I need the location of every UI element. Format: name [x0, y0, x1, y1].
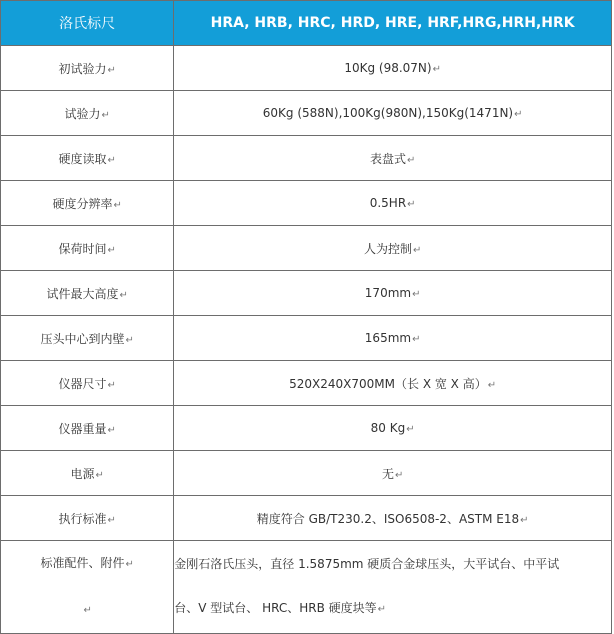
paragraph-mark: ↵ [83, 605, 92, 616]
row-label [1, 271, 174, 316]
table-row [1, 226, 612, 271]
header-label: 洛氏标尺 [1, 1, 174, 46]
row-label [1, 451, 174, 496]
row-label [1, 406, 174, 451]
row-value-text: 0.5HR [369, 196, 407, 210]
table-row [1, 91, 612, 136]
paragraph-mark: ↵ [95, 469, 104, 481]
table-header-row [1, 1, 612, 46]
paragraph-mark: ↵ [407, 199, 416, 210]
row-label [1, 496, 174, 541]
row-value [174, 271, 612, 316]
row-value-text: 精度符合 GB/T230.2、ISO6508-2、ASTM E18 [256, 511, 520, 526]
table-row [1, 46, 612, 91]
paragraph-mark: ↵ [107, 64, 116, 76]
accessories-line-1: 金刚石洛氏压头，直径 1.5875mm 硬质合金球压头，大平试台、中平试 [174, 557, 560, 571]
accessories-line-2 [174, 586, 611, 632]
table-row [1, 406, 612, 451]
row-value-text: 10Kg (98.07N) [344, 61, 432, 75]
row-label-text: 试件最大高度 [46, 286, 119, 301]
table-row [1, 496, 612, 541]
paragraph-mark: ↵ [377, 604, 387, 615]
row-label [1, 541, 174, 634]
paragraph-mark: ↵ [412, 334, 421, 345]
row-label [1, 226, 174, 271]
paragraph-mark: ↵ [107, 379, 116, 391]
paragraph-mark: ↵ [406, 154, 416, 166]
row-value [174, 406, 612, 451]
row-value-text: 80 Kg [370, 421, 406, 435]
row-value-text: 170mm [364, 286, 412, 300]
row-value [174, 496, 612, 541]
paragraph-mark: ↵ [119, 289, 128, 301]
row-value [174, 451, 612, 496]
row-value [174, 46, 612, 91]
row-label-text: 仪器重量 [58, 421, 107, 436]
row-label-text: 标准配件、附件 [40, 556, 125, 570]
row-label-text: 试验力 [64, 106, 101, 121]
table-row [1, 451, 612, 496]
row-value-text: 520X240X700MM（长 X 宽 X 高） [289, 376, 487, 391]
row-label-text: 初试验力 [58, 61, 107, 76]
row-label [1, 361, 174, 406]
row-label-text: 执行标准 [58, 511, 107, 526]
row-label-text: 保荷时间 [58, 241, 107, 256]
row-value-text: 表盘式 [369, 151, 406, 166]
row-value [174, 136, 612, 181]
paragraph-mark: ↵ [107, 154, 116, 166]
table-row-accessories [1, 541, 612, 634]
paragraph-mark: ↵ [406, 424, 415, 435]
row-value-text: 无 [381, 466, 394, 481]
table-row [1, 271, 612, 316]
row-label [1, 181, 174, 226]
paragraph-mark: ↵ [101, 109, 110, 121]
row-value-text: 人为控制 [363, 241, 412, 256]
row-label [1, 316, 174, 361]
paragraph-mark: ↵ [432, 64, 441, 75]
table-row [1, 361, 612, 406]
header-value: HRA, HRB, HRC, HRD, HRE, HRF,HRG,HRH,HRK [174, 1, 612, 46]
label-line [1, 541, 173, 587]
row-label-text: 电源 [70, 466, 95, 481]
row-label-text: 硬度读取 [58, 151, 107, 166]
paragraph-mark: ↵ [107, 424, 116, 436]
row-label [1, 91, 174, 136]
paragraph-mark: ↵ [487, 379, 497, 391]
paragraph-mark: ↵ [394, 469, 404, 481]
row-label [1, 136, 174, 181]
row-value [174, 226, 612, 271]
row-value [174, 316, 612, 361]
accessories-value [174, 541, 612, 634]
table-row [1, 316, 612, 361]
row-label-text: 压头中心到内壁 [40, 331, 125, 346]
paragraph-mark: ↵ [107, 514, 116, 526]
paragraph-mark: ↵ [125, 559, 134, 570]
row-value [174, 361, 612, 406]
paragraph-mark: ↵ [412, 289, 421, 300]
row-value [174, 181, 612, 226]
accessories-line-2-text: 台、V 型试台、 HRC、HRB 硬度块等 [174, 601, 377, 615]
row-value-text: 60Kg (588N),100Kg(980N),150Kg(1471N) [262, 106, 514, 120]
row-value [174, 91, 612, 136]
paragraph-mark: ↵ [514, 109, 523, 120]
paragraph-mark: ↵ [412, 244, 422, 256]
paragraph-mark: ↵ [125, 334, 134, 346]
paragraph-mark: ↵ [520, 514, 529, 526]
paragraph-mark: ↵ [107, 244, 116, 256]
row-label-text: 仪器尺寸 [58, 376, 107, 391]
row-value-text: 165mm [364, 331, 412, 345]
label-line-empty [1, 587, 173, 633]
table-row [1, 181, 612, 226]
paragraph-mark: ↵ [113, 199, 122, 211]
row-label [1, 46, 174, 91]
table-row [1, 136, 612, 181]
row-label-text: 硬度分辨率 [52, 196, 113, 211]
